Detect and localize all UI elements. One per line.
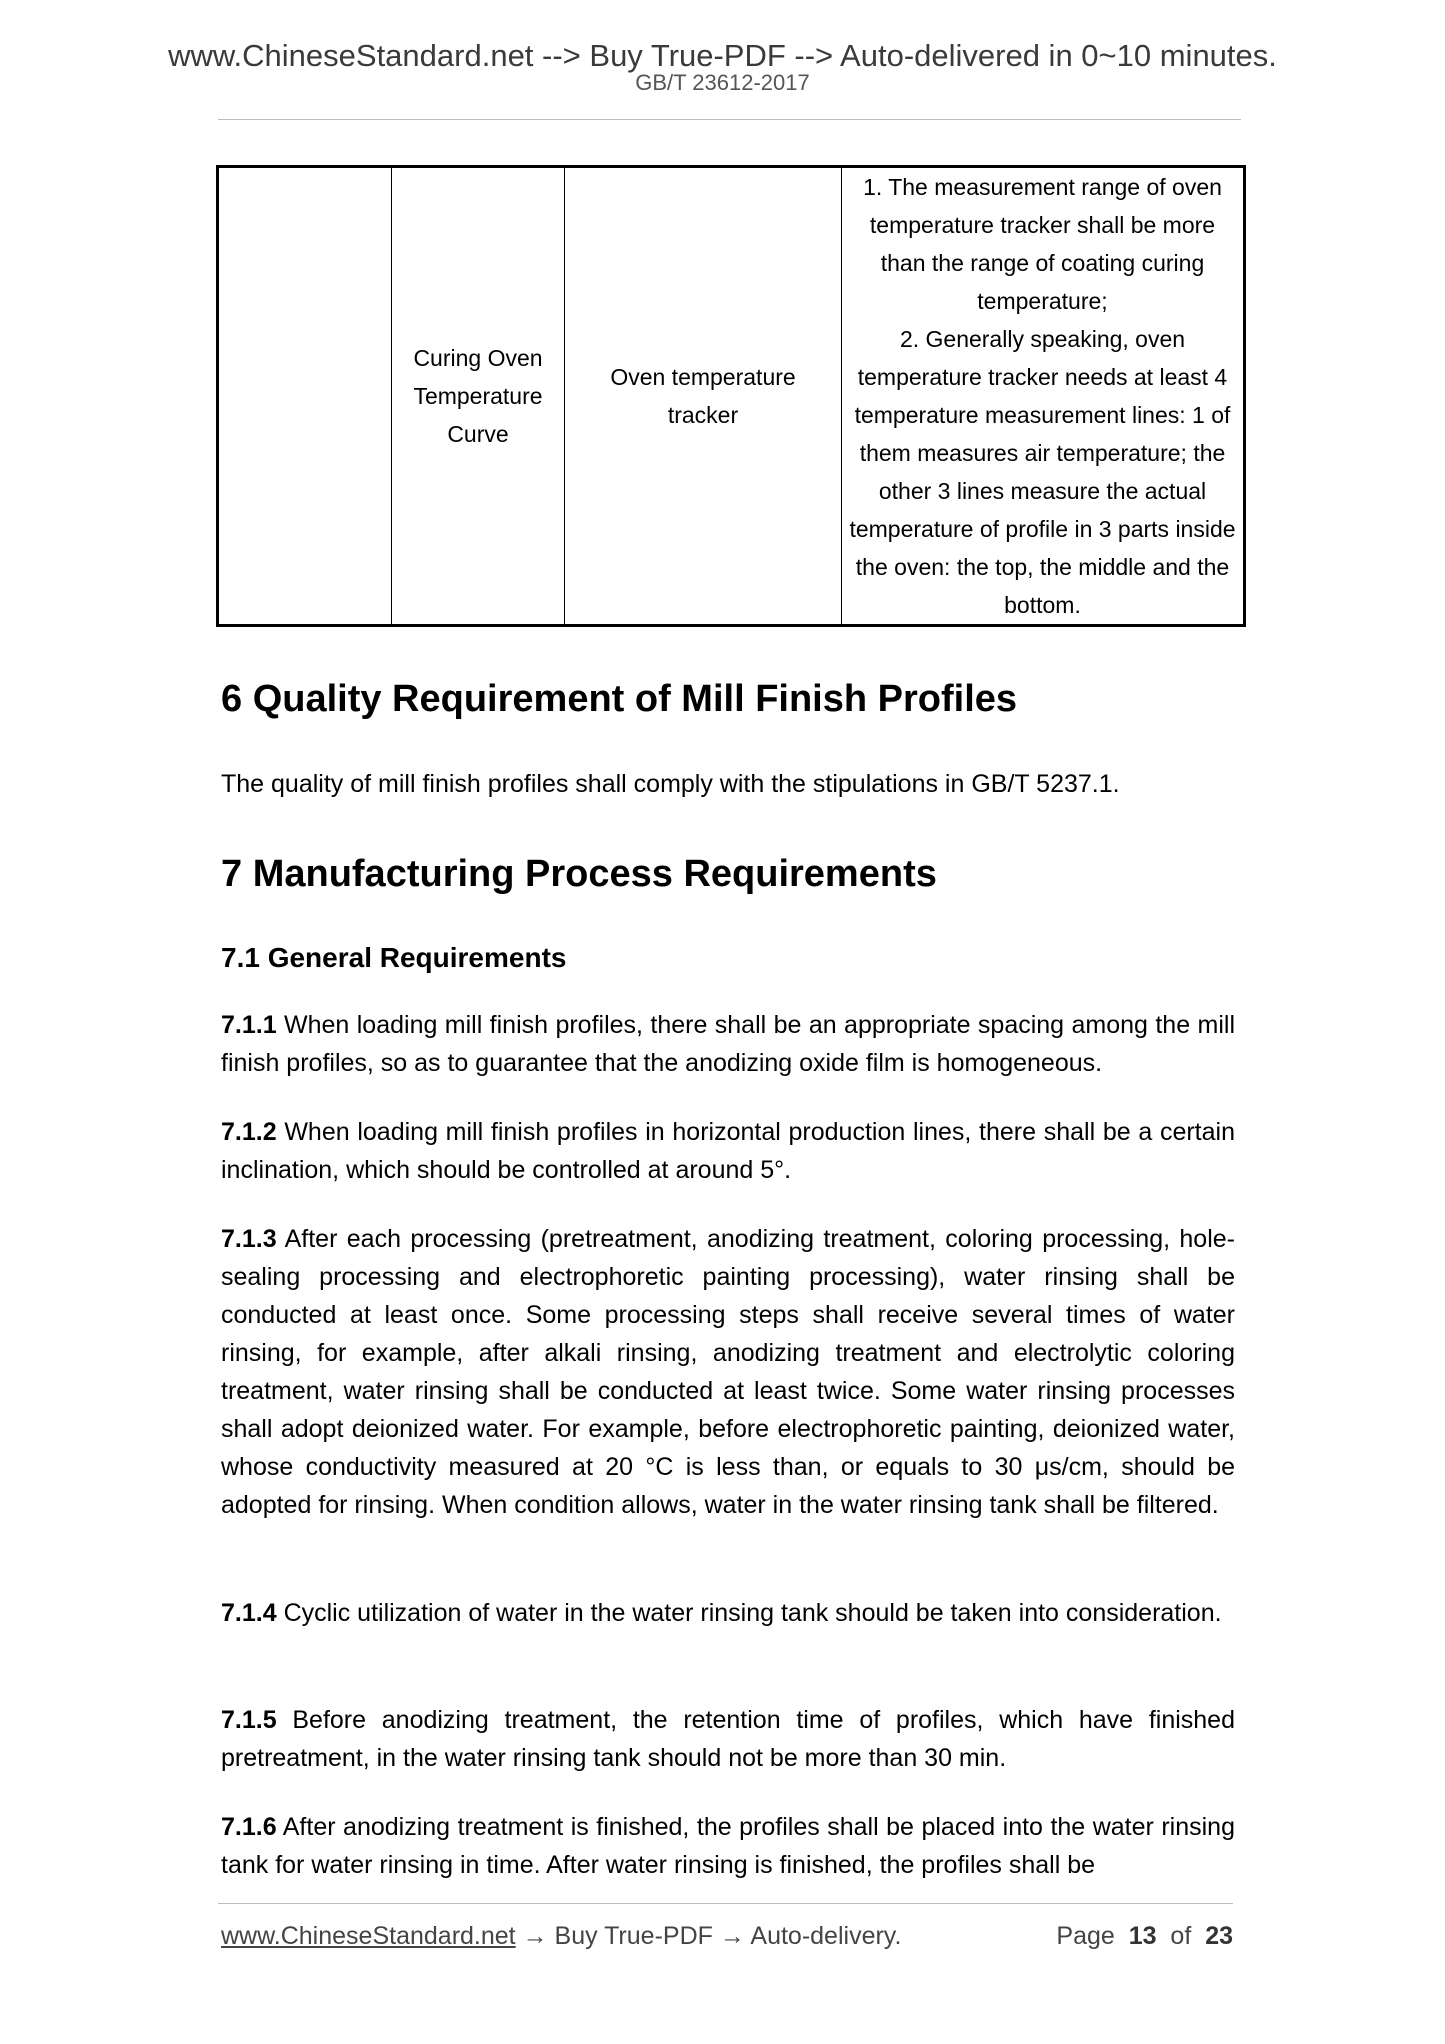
clause-text: Before anodizing treatment, the retention time of profiles, which have finished pretreatment, in the water rinsing tank should not be more than 30 min.	[221, 1706, 1235, 1772]
clause-number: 7.1.3	[221, 1225, 277, 1253]
standard-code: GB/T 23612-2017	[635, 70, 810, 95]
requirement-1: 1. The measurement range of oven temperature tracker shall be more than the range of coating curing temperature;	[863, 174, 1222, 314]
section-6-title: 6 Quality Requirement of Mill Finish Profiles	[221, 678, 1018, 720]
table-cell-requirement	[842, 167, 1245, 626]
clause-number: 7.1.6	[221, 1813, 277, 1841]
cell-text: Oven temperature tracker	[610, 364, 796, 428]
header-divider	[218, 119, 1241, 120]
table-cell-instrument	[565, 167, 842, 626]
section-6-text: The quality of mill finish profiles shall comply with the stipulations in GB/T 5237.1.	[221, 770, 1120, 798]
table-row	[218, 167, 1245, 626]
footer-tagline: → Buy True-PDF → Auto-delivery.	[515, 1922, 902, 1950]
total-pages: 23	[1205, 1922, 1233, 1950]
page-footer	[221, 1924, 1233, 1949]
clause-7-1-3	[221, 1220, 1235, 1524]
clause-7-1-4	[221, 1594, 1235, 1632]
table-cell-empty	[218, 167, 392, 626]
clause-text: After each processing (pretreatment, anodizing treatment, coloring processing, hole-sealing processing and electrophoretic painting processing), water rinsing shall be conducted at least once. Some processing steps shall receive several times of water rinsing, for example, after alkali rinsing, anodizing treatment and electrolytic coloring treatment, water rinsing shall be conducted at least twice. Some water rinsing processes shall adopt deionized water. For example, before electrophoretic painting, deionized water, whose conductivity measured at 20 °C is less than, or equals to 30 μs/cm, should be adopted for rinsing. When condition allows, water in the water rinsing tank shall be filtered.	[221, 1225, 1235, 1519]
page-label: Page	[1056, 1922, 1115, 1950]
clause-number: 7.1.5	[221, 1706, 277, 1734]
footer-link[interactable]: www.ChineseStandard.net	[221, 1922, 516, 1950]
clause-7-1-2	[221, 1113, 1235, 1189]
clause-text: When loading mill finish profiles in horizontal production lines, there shall be a certain inclination, which should be controlled at around 5°.	[221, 1118, 1235, 1184]
clause-text: After anodizing treatment is finished, the profiles shall be placed into the water rinsing tank for water rinsing in time. After water rinsing is finished, the profiles shall be	[221, 1813, 1235, 1879]
requirement-2: 2. Generally speaking, oven temperature tracker needs at least 4 temperature measurement lines: 1 of them measures air temperature; the other 3 lines measure the actual temperature of profile in 3 parts inside the oven: the top, the middle and the bottom.	[849, 326, 1236, 618]
footer-divider	[218, 1903, 1233, 1904]
clause-number: 7.1.1	[221, 1011, 277, 1039]
cell-text: Curing Oven Temperature Curve	[413, 345, 543, 447]
clause-7-1-6	[221, 1808, 1235, 1884]
section-7-1-title: 7.1 General Requirements	[221, 942, 567, 973]
clause-number: 7.1.4	[221, 1599, 277, 1627]
clause-number: 7.1.2	[221, 1118, 277, 1146]
clause-7-1-1	[221, 1006, 1235, 1082]
clause-text: When loading mill finish profiles, there shall be an appropriate spacing among the mill finish profiles, so as to guarantee that the anodizing oxide film is homogeneous.	[221, 1011, 1235, 1077]
section-7-title: 7 Manufacturing Process Requirements	[221, 853, 937, 895]
page-number	[1056, 1924, 1233, 1949]
clause-7-1-5	[221, 1701, 1235, 1777]
spec-table	[216, 165, 1246, 627]
table-cell-item	[392, 167, 565, 626]
site-banner: www.ChineseStandard.net --> Buy True-PDF --> Auto-delivered in 0~10 minutes.	[168, 38, 1277, 73]
current-page: 13	[1128, 1922, 1157, 1950]
clause-text: Cyclic utilization of water in the water rinsing tank should be taken into consideration.	[283, 1599, 1222, 1627]
of-label: of	[1170, 1922, 1192, 1950]
